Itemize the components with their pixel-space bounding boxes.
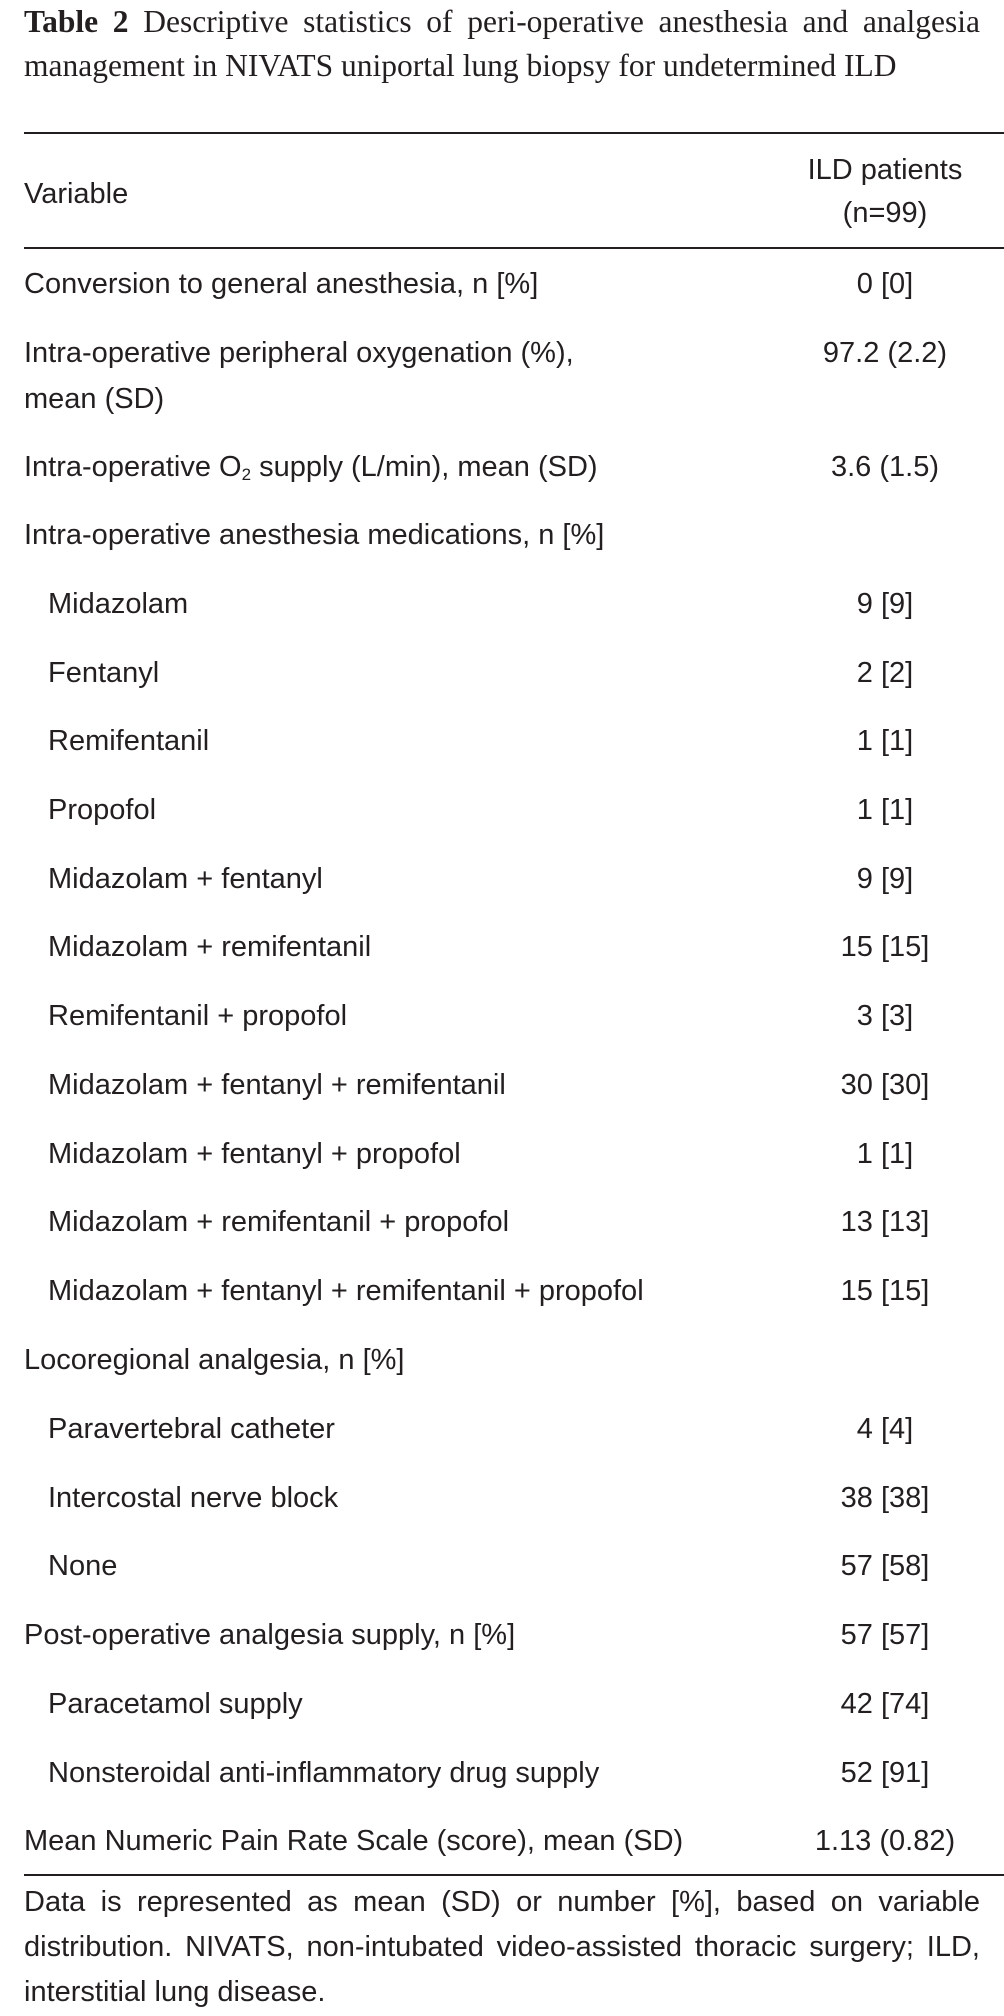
row-value: 57 [57]: [840, 1619, 930, 1651]
row-variable: Locoregional analgesia, n [%]: [24, 1344, 405, 1376]
row-variable-post: supply (L/min), mean (SD): [251, 451, 598, 483]
table-label: Table 2: [24, 4, 129, 39]
row-variable: Post-operative analgesia supply, n [%]: [24, 1619, 516, 1651]
table-row: [0, 512, 1004, 581]
row-variable: [24, 330, 724, 422]
table-row: [0, 1268, 1004, 1337]
table-row: [0, 261, 1004, 330]
header-group-line2: (n=99): [842, 197, 928, 229]
row-value: 3 [3]: [856, 1000, 914, 1032]
header-group-line1: ILD patients: [807, 154, 963, 186]
table-row: [0, 924, 1004, 993]
table-row: [0, 1406, 1004, 1475]
row-value: 3.6 (1.5): [831, 451, 939, 483]
table-row: [0, 1543, 1004, 1612]
table-caption: [24, 0, 980, 88]
row-value: 13 [13]: [840, 1206, 930, 1238]
header-variable: Variable: [24, 178, 129, 210]
row-value: 42 [74]: [840, 1688, 930, 1720]
row-variable-subscript: 2: [241, 465, 252, 484]
row-variable: Midazolam + fentanyl + remifentanil + propofol: [48, 1275, 644, 1307]
table-row: [0, 581, 1004, 650]
table-row: [0, 1612, 1004, 1681]
row-value: 1 [1]: [856, 725, 914, 757]
table-title: Descriptive statistics of peri-operative anesthesia and analgesia management in NIVATS uniportal lung biopsy for undetermined ILD: [24, 4, 981, 83]
table-row: [0, 1062, 1004, 1131]
table-row: [0, 1818, 1004, 1887]
table-row: [0, 444, 1004, 513]
table-row: [0, 993, 1004, 1062]
row-variable: Intercostal nerve block: [48, 1482, 339, 1514]
top-rule: [24, 132, 1004, 134]
row-variable-pre: Intra-operative O: [24, 451, 242, 483]
row-variable: Midazolam + remifentanil: [48, 931, 372, 963]
row-variable: Paracetamol supply: [48, 1688, 303, 1720]
row-value: 1 [1]: [856, 1138, 914, 1170]
table-row: [0, 650, 1004, 719]
row-variable: Propofol: [48, 794, 157, 826]
row-variable: Midazolam: [48, 588, 189, 620]
row-variable: None: [48, 1550, 118, 1582]
row-value: 97.2 (2.2): [822, 337, 948, 369]
row-value: 57 [58]: [840, 1550, 930, 1582]
table-row: [0, 1475, 1004, 1544]
table-row: [0, 1199, 1004, 1268]
row-variable: Nonsteroidal anti-inflammatory drug supply: [48, 1757, 600, 1789]
row-value: 2 [2]: [856, 657, 914, 689]
row-value: 1 [1]: [856, 794, 914, 826]
row-value: 4 [4]: [856, 1413, 914, 1445]
table-row: [0, 1337, 1004, 1406]
table-row: [0, 787, 1004, 856]
table-row: [0, 856, 1004, 925]
row-value: 1.13 (0.82): [814, 1825, 956, 1857]
row-value: 15 [15]: [840, 931, 930, 963]
table-row: [0, 1131, 1004, 1200]
row-variable: Fentanyl: [48, 657, 160, 689]
table-row: [0, 1750, 1004, 1819]
row-variable: Midazolam + fentanyl + propofol: [48, 1138, 461, 1170]
row-variable: [24, 444, 598, 498]
row-variable: Midazolam + fentanyl + remifentanil: [48, 1069, 506, 1101]
row-variable: Intra-operative anesthesia medications, n [%]: [24, 519, 605, 551]
bottom-rule: [24, 1874, 1004, 1876]
row-value: 30 [30]: [840, 1069, 930, 1101]
row-value: 9 [9]: [856, 588, 914, 620]
table-row: [0, 1681, 1004, 1750]
row-variable: Remifentanil: [48, 725, 210, 757]
header-rule: [24, 247, 1004, 249]
table-footnote: Data is represented as mean (SD) or number [%], based on variable distribution. NIVATS, non-intubated video-assisted thoracic surgery; ILD, interstitial lung disease.: [24, 1886, 980, 2008]
row-variable-line1: Intra-operative peripheral oxygenation (%),: [24, 337, 574, 369]
row-value: 15 [15]: [840, 1275, 930, 1307]
row-variable: Midazolam + remifentanil + propofol: [48, 1206, 510, 1238]
table-row: [0, 330, 1004, 422]
row-variable-line2: mean (SD): [24, 383, 165, 415]
header-group: [760, 149, 1004, 235]
table-row: [0, 718, 1004, 787]
row-value: 9 [9]: [856, 863, 914, 895]
row-variable: Midazolam + fentanyl: [48, 863, 323, 895]
row-value: 0 [0]: [856, 268, 914, 300]
row-value: 38 [38]: [840, 1482, 930, 1514]
row-variable: Conversion to general anesthesia, n [%]: [24, 268, 539, 300]
row-variable: Paravertebral catheter: [48, 1413, 335, 1445]
row-value: 52 [91]: [840, 1757, 930, 1789]
row-variable: Mean Numeric Pain Rate Scale (score), mean (SD): [24, 1825, 684, 1857]
row-variable: Remifentanil + propofol: [48, 1000, 348, 1032]
